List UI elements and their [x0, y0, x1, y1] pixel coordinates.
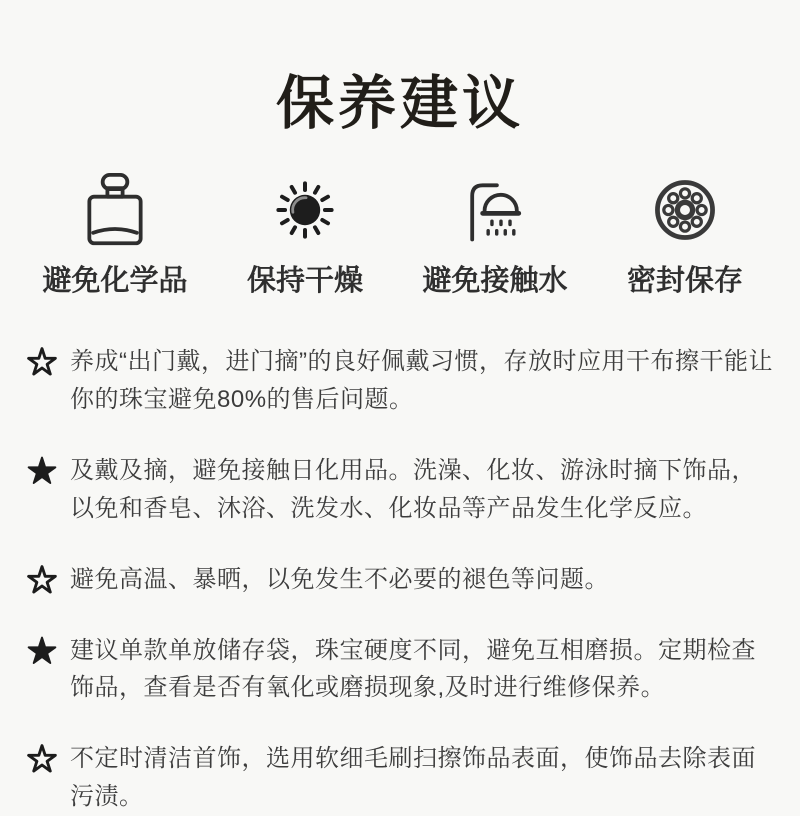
care-icon-avoid-chemicals [40, 170, 190, 299]
care-icon-keep-dry [230, 170, 380, 299]
star-outline-icon [26, 743, 58, 775]
care-tip [26, 740, 774, 816]
star-filled-icon [26, 455, 58, 487]
care-icon-label: 密封保存 [626, 265, 743, 297]
shower-head-icon [455, 170, 535, 250]
care-icon-sealed-storage [610, 170, 760, 299]
care-tip-text: 及戴及摘，避免接触日化用品。洗澡、化妆、游泳时摘下饰品，以免和香皂、沐浴、洗发水、化妆品等产品发生化学反应。 [70, 456, 756, 522]
care-tip-text: 建议单款单放储存袋，珠宝硬度不同，避免互相磨损。定期检查饰品，查看是否有氧化或磨损现象,及时进行维修保养。 [70, 636, 756, 702]
care-tip-text: 养成“出门戴，进门摘”的良好佩戴习惯，存放时应用干布擦干能让你的珠宝避免80%的售后问题。 [70, 348, 773, 413]
care-icon-label: 保持干燥 [246, 265, 363, 297]
sun-icon [265, 170, 345, 250]
perfume-bottle-icon [75, 170, 155, 250]
care-tip [26, 343, 774, 419]
star-outline-icon [26, 346, 58, 378]
care-icon-label: 避免化学品 [42, 265, 188, 297]
care-tip [26, 452, 774, 528]
star-filled-icon [26, 635, 58, 667]
sealed-lid-icon [645, 170, 725, 250]
care-tip-text: 避免高温、暴晒，以免发生不必要的褪色等问题。 [70, 565, 609, 593]
care-tips-list [24, 343, 776, 816]
page-title: 保养建议 [275, 71, 524, 136]
care-tip [26, 561, 774, 599]
care-tip [26, 632, 774, 708]
care-icon-label: 避免接触水 [422, 265, 568, 297]
care-icon-avoid-water [420, 170, 570, 299]
star-outline-icon [26, 564, 58, 596]
care-icons-row [24, 170, 776, 299]
care-tip-text: 不定时清洁首饰，选用软细毛刷扫擦饰品表面，使饰品去除表面污渍。 [70, 745, 756, 811]
